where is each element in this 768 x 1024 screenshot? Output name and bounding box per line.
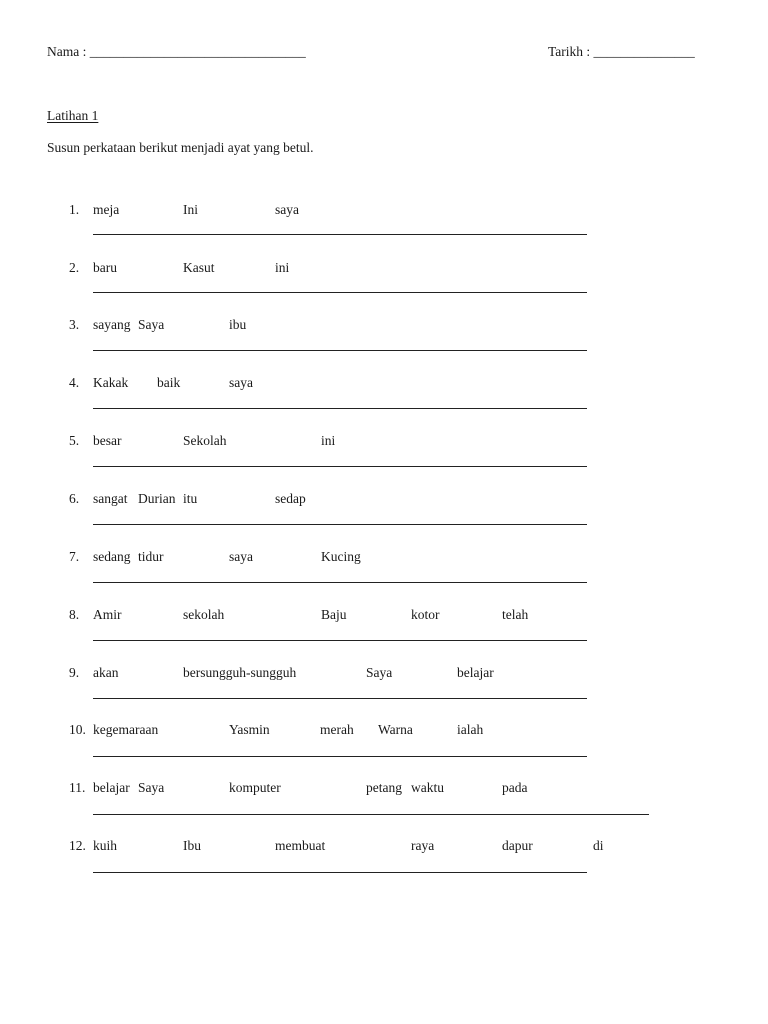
word: tidur [138, 549, 164, 564]
word: Kasut [183, 260, 215, 275]
date-field-label: Tarikh : _______________ [548, 44, 695, 59]
word: meja [93, 202, 120, 217]
word: sayang [93, 317, 131, 332]
answer-line [93, 466, 587, 467]
word: kuih [93, 838, 118, 853]
exercise-instruction: Susun perkataan berikut menjadi ayat yang betul. [47, 140, 314, 155]
item-number: 10. [69, 722, 86, 737]
word: kotor [411, 607, 440, 622]
word: saya [229, 375, 253, 390]
item-number: 9. [69, 665, 80, 680]
word: saya [229, 549, 253, 564]
word: akan [93, 665, 119, 680]
word: belajar [457, 665, 494, 680]
answer-line [93, 292, 587, 293]
word: ibu [229, 317, 247, 332]
word: baik [157, 375, 181, 390]
word: sedang [93, 549, 131, 564]
answer-line [93, 814, 649, 815]
item-number: 6. [69, 491, 80, 506]
word: ialah [457, 722, 484, 737]
word: Saya [138, 780, 165, 795]
answer-line [93, 640, 587, 641]
word: komputer [229, 780, 281, 795]
word: besar [93, 433, 122, 448]
word: pada [502, 780, 528, 795]
word: Yasmin [229, 722, 270, 737]
exercise-title: Latihan 1 [47, 108, 99, 123]
word: Saya [366, 665, 393, 680]
answer-line [93, 408, 587, 409]
word: merah [320, 722, 354, 737]
word: Saya [138, 317, 165, 332]
item-number: 1. [69, 202, 80, 217]
answer-line [93, 756, 587, 757]
item-number: 12. [69, 838, 86, 853]
word: Ibu [183, 838, 201, 853]
word: sedap [275, 491, 306, 506]
word: saya [275, 202, 299, 217]
word: ini [321, 433, 336, 448]
word: Baju [321, 607, 347, 622]
answer-line [93, 524, 587, 525]
word: Ini [183, 202, 198, 217]
item-number: 2. [69, 260, 80, 275]
word: waktu [411, 780, 444, 795]
answer-line [93, 582, 587, 583]
word: telah [502, 607, 529, 622]
word: petang [366, 780, 402, 795]
answer-line [93, 698, 587, 699]
word: sangat [93, 491, 128, 506]
word: membuat [275, 838, 326, 853]
word: sekolah [183, 607, 225, 622]
item-number: 5. [69, 433, 80, 448]
answer-line [93, 872, 587, 873]
word: Sekolah [183, 433, 227, 448]
word: di [593, 838, 604, 853]
word: Kakak [93, 375, 129, 390]
item-number: 7. [69, 549, 80, 564]
word: kegemaraan [93, 722, 159, 737]
word: Warna [378, 722, 413, 737]
item-number: 4. [69, 375, 80, 390]
item-number: 8. [69, 607, 80, 622]
word: Kucing [321, 549, 361, 564]
name-field-label: Nama : ________________________________ [47, 44, 306, 59]
item-number: 3. [69, 317, 80, 332]
answer-line [93, 234, 587, 235]
word: bersungguh-sungguh [183, 665, 297, 680]
word: raya [411, 838, 435, 853]
word: dapur [502, 838, 533, 853]
word: Amir [93, 607, 122, 622]
answer-line [93, 350, 587, 351]
word: baru [93, 260, 117, 275]
item-number: 11. [69, 780, 86, 795]
word: belajar [93, 780, 130, 795]
word: ini [275, 260, 290, 275]
word: itu [183, 491, 198, 506]
word: Durian [138, 491, 176, 506]
